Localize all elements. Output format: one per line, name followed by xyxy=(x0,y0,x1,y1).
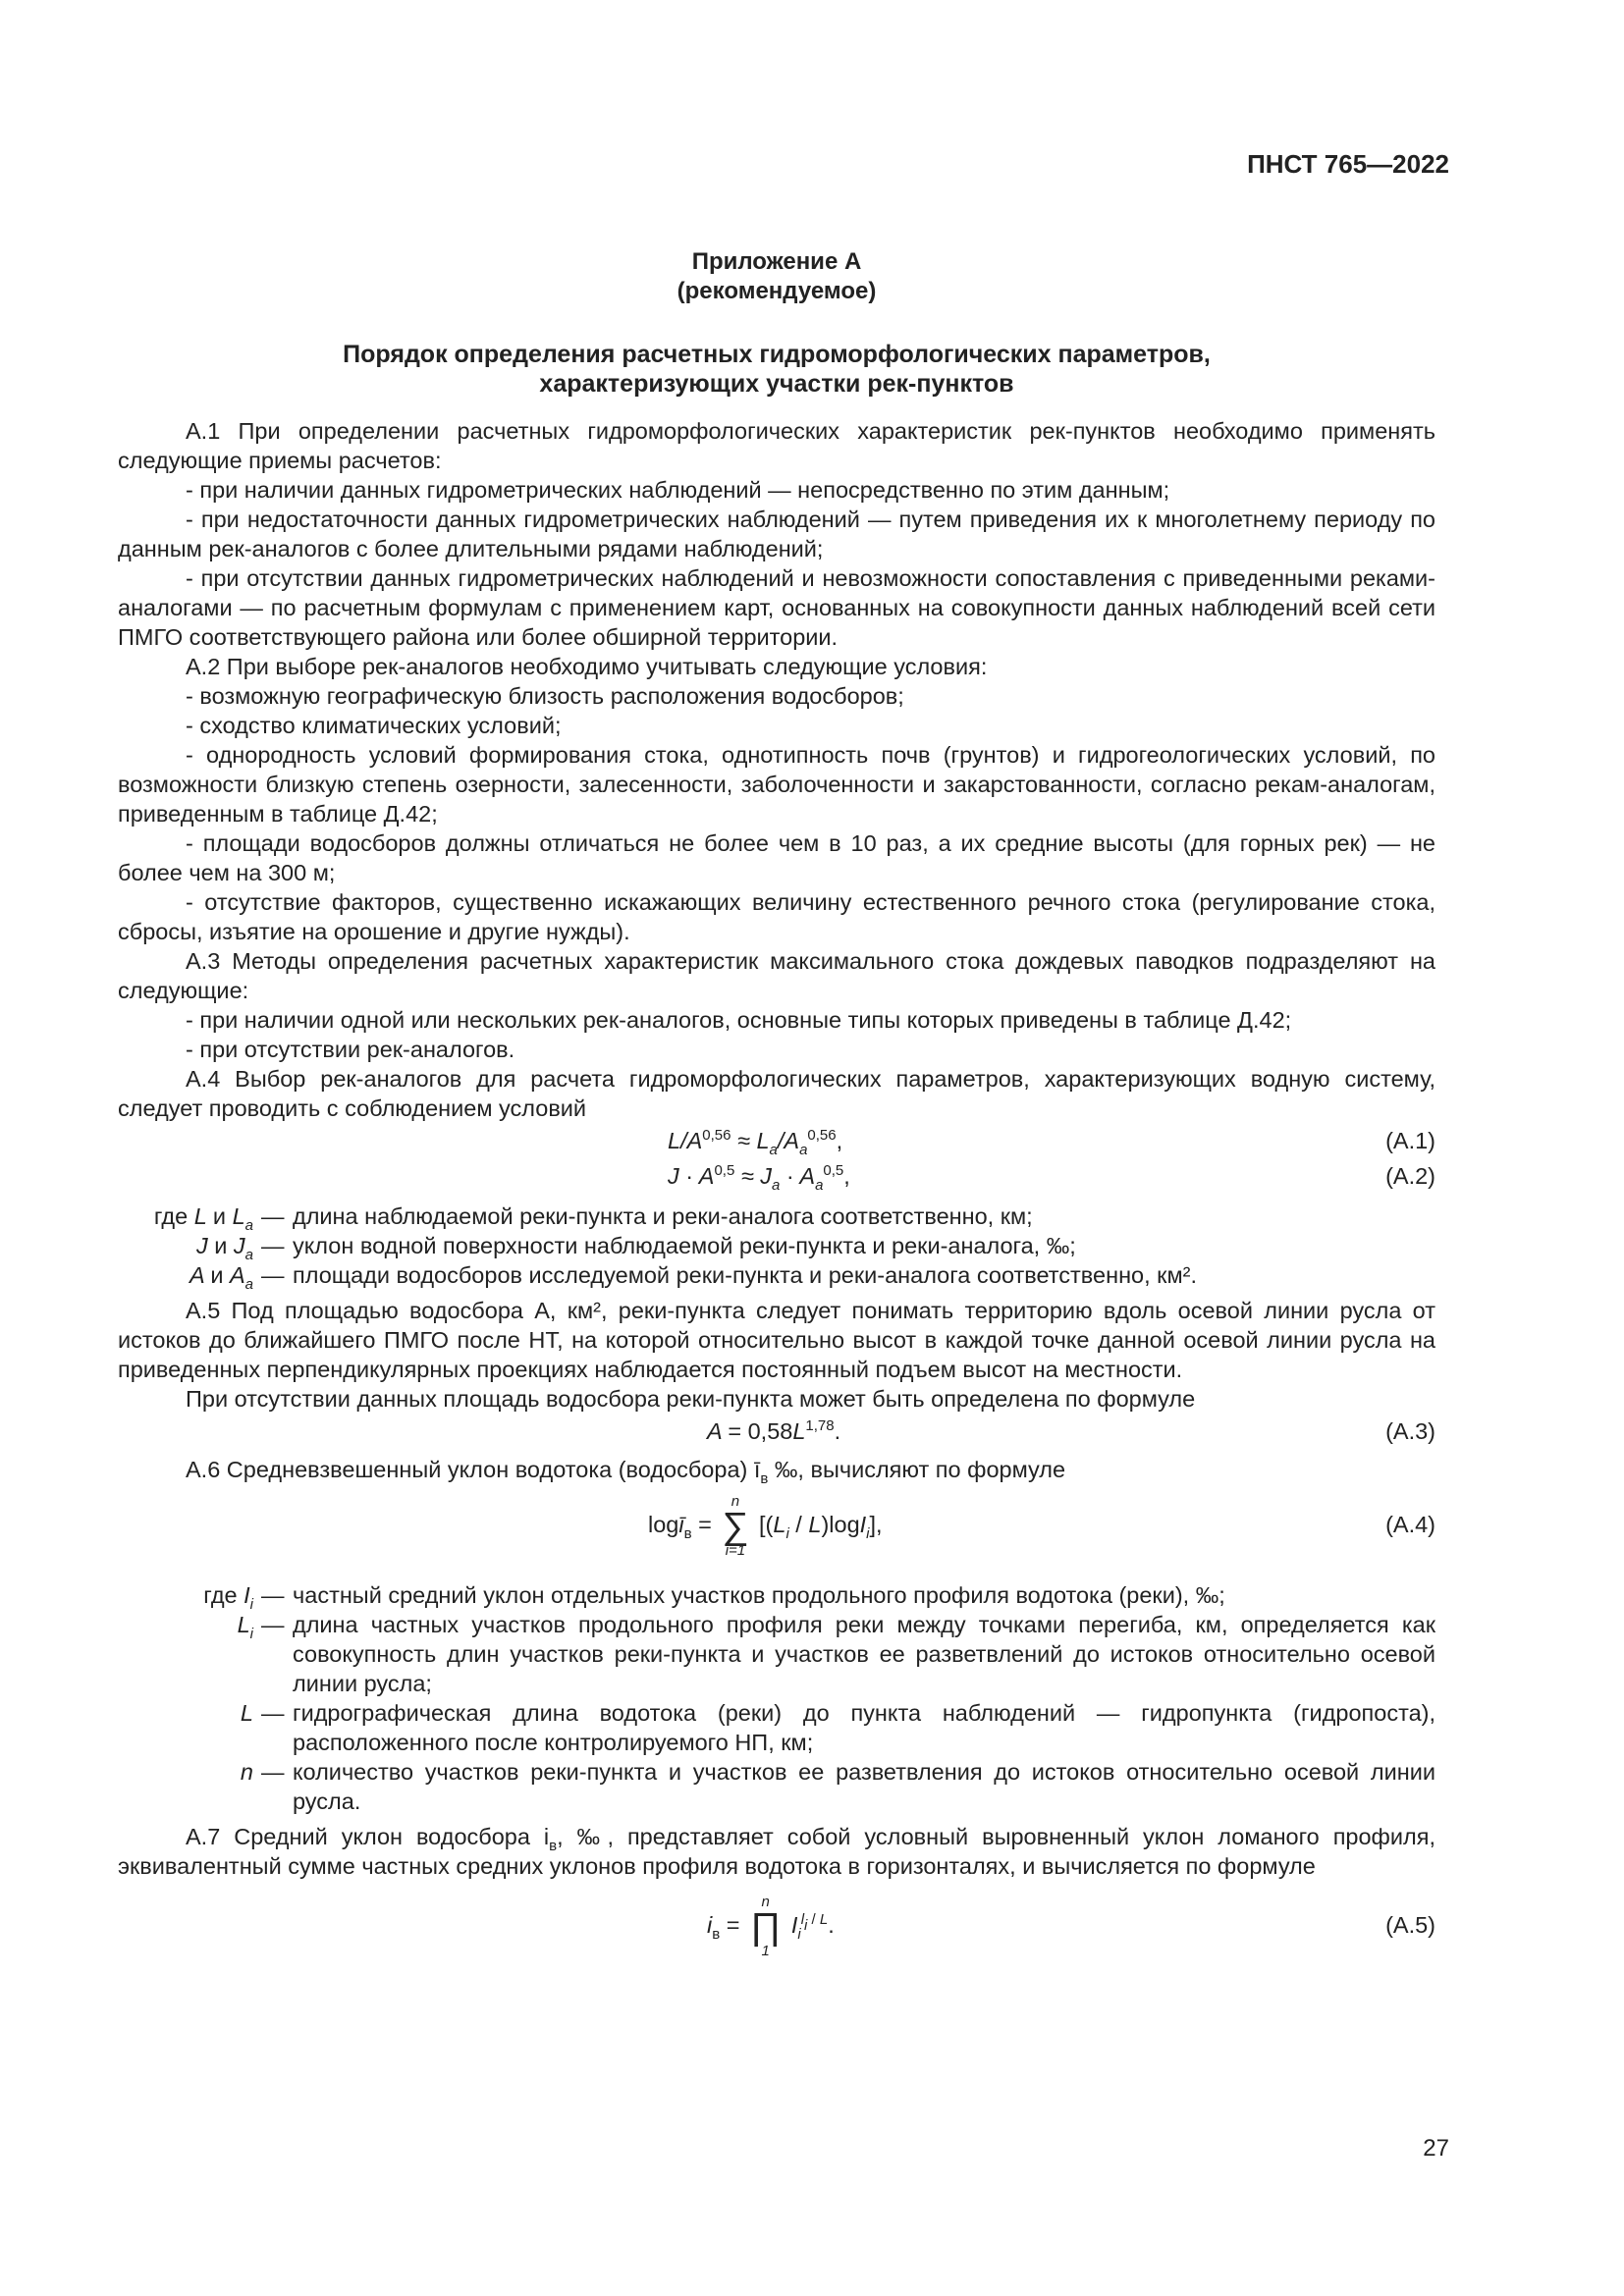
paragraph-a6-tail: ‰, вычисляют по формуле xyxy=(768,1457,1066,1482)
paragraph-a7 xyxy=(118,1822,1435,1881)
definition-a4-symbol: где L и $L_a$ xyxy=(153,1203,253,1234)
formula-a2 xyxy=(118,1158,1435,1194)
bullet-a1-1: - при наличии данных гидрометрических наблюдений — непосредственно по этим данным; xyxy=(186,477,1170,503)
definition-a6-dash: — xyxy=(261,1759,285,1785)
formula-a3-number: (А.3) xyxy=(1385,1418,1435,1444)
definition-a6-dash: — xyxy=(261,1582,285,1608)
definition-a4-text: площади водосборов исследуемой реки-пункта и реки-аналога соответственно, км². xyxy=(293,1262,1197,1288)
product-symbol: n ∏ 1 xyxy=(750,1894,782,1959)
formula-a4-number: (А.4) xyxy=(1385,1512,1435,1537)
formula-a1-number: (А.1) xyxy=(1385,1128,1435,1153)
definition-a6-symbol: где $I_i$ xyxy=(203,1582,253,1613)
appendix-heading-line2: характеризующих участки рек-пунктов xyxy=(539,370,1014,398)
formula-a1 xyxy=(118,1123,1435,1158)
definition-a4-dash: — xyxy=(261,1262,285,1288)
definition-a4-text: уклон водной поверхности наблюдаемой реки-пункта и реки-аналога, ‰; xyxy=(293,1233,1076,1258)
paragraph-a6-sub: в xyxy=(760,1470,769,1487)
paragraph-a5-2: При отсутствии данных площадь водосбора реки-пункта может быть определена по формуле xyxy=(186,1386,1196,1412)
definition-a6-text: гидрографическая длина водотока (реки) до пункта наблюдений — гидропункта (гидропоста), расположенного после контролируемого НП, км; xyxy=(293,1700,1435,1755)
bullet-a2-1: - возможную географическую близость расположения водосборов; xyxy=(186,683,904,709)
bullet-a2-2: - сходство климатических условий; xyxy=(186,713,562,738)
paragraph-a5: А.5 Под площадью водосбора А, км², реки-пункта следует понимать территорию вдоль осевой линии русла от истоков до ближайшего ПМГО после НТ, на которой относительно высот в каждой точке данной осевой линии русла на приведенных перпендикулярных проекциях наблюдается постоянный подъем высот на местности. xyxy=(118,1298,1435,1382)
formula-a5-number: (А.5) xyxy=(1385,1912,1435,1938)
definition-a6-row xyxy=(118,1610,1435,1698)
definition-a6-symbol: $L_i$ xyxy=(237,1612,253,1642)
definition-a6-dash: — xyxy=(261,1612,285,1637)
definition-a4-row xyxy=(118,1260,1435,1293)
appendix-subtitle: (рекомендуемое) xyxy=(677,278,877,304)
appendix-heading-line1: Порядок определения расчетных гидроморфологических параметров, xyxy=(343,341,1211,368)
definition-a6-row xyxy=(118,1580,1435,1613)
sum-symbol: n ∑ i=1 xyxy=(722,1493,749,1559)
formula-a5 xyxy=(118,1881,1435,1975)
document-code: ПНСТ 765—2022 xyxy=(1247,149,1449,179)
bullet-a1-2: - при недостаточности данных гидрометрических наблюдений — путем приведения их к многолетнему периоду по данным рек-аналогов с более длительными рядами наблюдений; xyxy=(118,507,1435,561)
paragraph-a3: А.3 Методы определения расчетных характеристик максимального стока дождевых паводков подразделяют на следующие: xyxy=(118,948,1435,1003)
page-number: 27 xyxy=(1423,2135,1449,2162)
definition-a6-dash: — xyxy=(261,1700,285,1726)
bullet-a1-3: - при отсутствии данных гидрометрических наблюдений и невозможности сопоставления с приведенными реками-аналогами — по расчетным формулам с применением карт, основанных на совокупности данных наблюдений всей сети ПМГО соответствующего района или более обширной территории. xyxy=(118,565,1435,650)
paragraph-a6 xyxy=(118,1455,1435,1487)
definitions-a6 xyxy=(118,1580,1435,1816)
appendix-title: Приложение А xyxy=(691,248,862,275)
formula-a3-expression: $A = 0,58L^{1,78}$. xyxy=(707,1417,841,1444)
formula-a2-expression: $J \cdot A^{0,5} \approx J_a \cdot A_a^{0,5}$, xyxy=(668,1162,850,1194)
formula-a5-expression: $i_в$ = n ∏ 1 $I_i^{l_i / L}$. xyxy=(707,1894,835,1959)
bullet-a3-2: - при отсутствии рек-аналогов. xyxy=(186,1037,515,1062)
definition-a4-row xyxy=(118,1201,1435,1234)
formula-a4-expression: logī$_в$ = n ∑ i=1 $[(L_i / L)\log I_i]$, xyxy=(648,1493,883,1559)
definition-a6-row xyxy=(118,1757,1435,1816)
definition-a4-symbol: A и $A_a$ xyxy=(189,1262,253,1293)
definition-a4-symbol: J и $J_a$ xyxy=(195,1233,253,1263)
paragraph-a7-tail: , ‰, представляет собой условный выровненный уклон ломаного профиля, эквивалентный сумме частных средних уклонов профиля водотока в горизонталях, и вычисляется по формуле xyxy=(118,1824,1435,1879)
paragraph-a6-text: А.6 Средневзвешенный уклон водотока (водосбора) ī xyxy=(186,1457,761,1482)
definition-a6-row xyxy=(118,1698,1435,1757)
paragraph-a7-sub: в xyxy=(549,1838,558,1854)
formula-a2-number: (А.2) xyxy=(1385,1163,1435,1189)
definition-a4-row xyxy=(118,1231,1435,1263)
formula-a3 xyxy=(118,1414,1435,1449)
definition-a6-symbol: n xyxy=(240,1759,253,1785)
definition-a4-dash: — xyxy=(261,1203,285,1229)
paragraph-a1: А.1 При определении расчетных гидроморфологических характеристик рек-пунктов необходимо применять следующие приемы расчетов: xyxy=(118,418,1435,473)
definition-a6-symbol: L xyxy=(240,1700,253,1726)
definition-a4-dash: — xyxy=(261,1233,285,1258)
paragraph-a7-text: А.7 Средний уклон водосбора i xyxy=(186,1824,550,1849)
definition-a6-text: длина частных участков продольного профиля реки между точками перегиба, км, определяется как совокупность длин участков реки-пункта и участков ее разветвлений до истоков относительно осевой линии русла; xyxy=(293,1612,1435,1696)
definition-a6-text: количество участков реки-пункта и участков ее разветвления до истоков относительно осевой линии русла. xyxy=(293,1759,1435,1814)
definition-a4-text: длина наблюдаемой реки-пункта и реки-аналога соответственно, км; xyxy=(293,1203,1033,1229)
definitions-a4 xyxy=(118,1201,1435,1293)
formula-a4 xyxy=(118,1484,1435,1573)
definition-a6-text: частный средний уклон отдельных участков продольного профиля водотока (реки), ‰; xyxy=(293,1582,1225,1608)
bullet-a3-1: - при наличии одной или нескольких рек-аналогов, основные типы которых приведены в таблице Д.42; xyxy=(186,1007,1292,1033)
formula-a1-expression: $L/A^{0,56} \approx L_a/A_a^{0,56}$, xyxy=(668,1127,843,1158)
bullet-a2-4: - площади водосборов должны отличаться не более чем в 10 раз, а их средние высоты (для горных рек) — не более чем на 300 м; xyxy=(118,830,1435,885)
document-body xyxy=(118,416,1435,1975)
paragraph-a2: А.2 При выборе рек-аналогов необходимо учитывать следующие условия: xyxy=(186,654,988,679)
bullet-a2-3: - однородность условий формирования стока, однотипность почв (грунтов) и гидрогеологических условий, по возможности близкую степень озерности, залесенности, заболоченности и закарстованности, согласно рекам-аналогам, приведенным в таблице Д.42; xyxy=(118,742,1435,827)
bullet-a2-5: - отсутствие факторов, существенно искажающих величину естественного речного стока (регулирование стока, сбросы, изъятие на орошение и другие нужды). xyxy=(118,889,1435,944)
paragraph-a4: А.4 Выбор рек-аналогов для расчета гидроморфологических параметров, характеризующих водную систему, следует проводить с соблюдением условий xyxy=(118,1066,1435,1121)
